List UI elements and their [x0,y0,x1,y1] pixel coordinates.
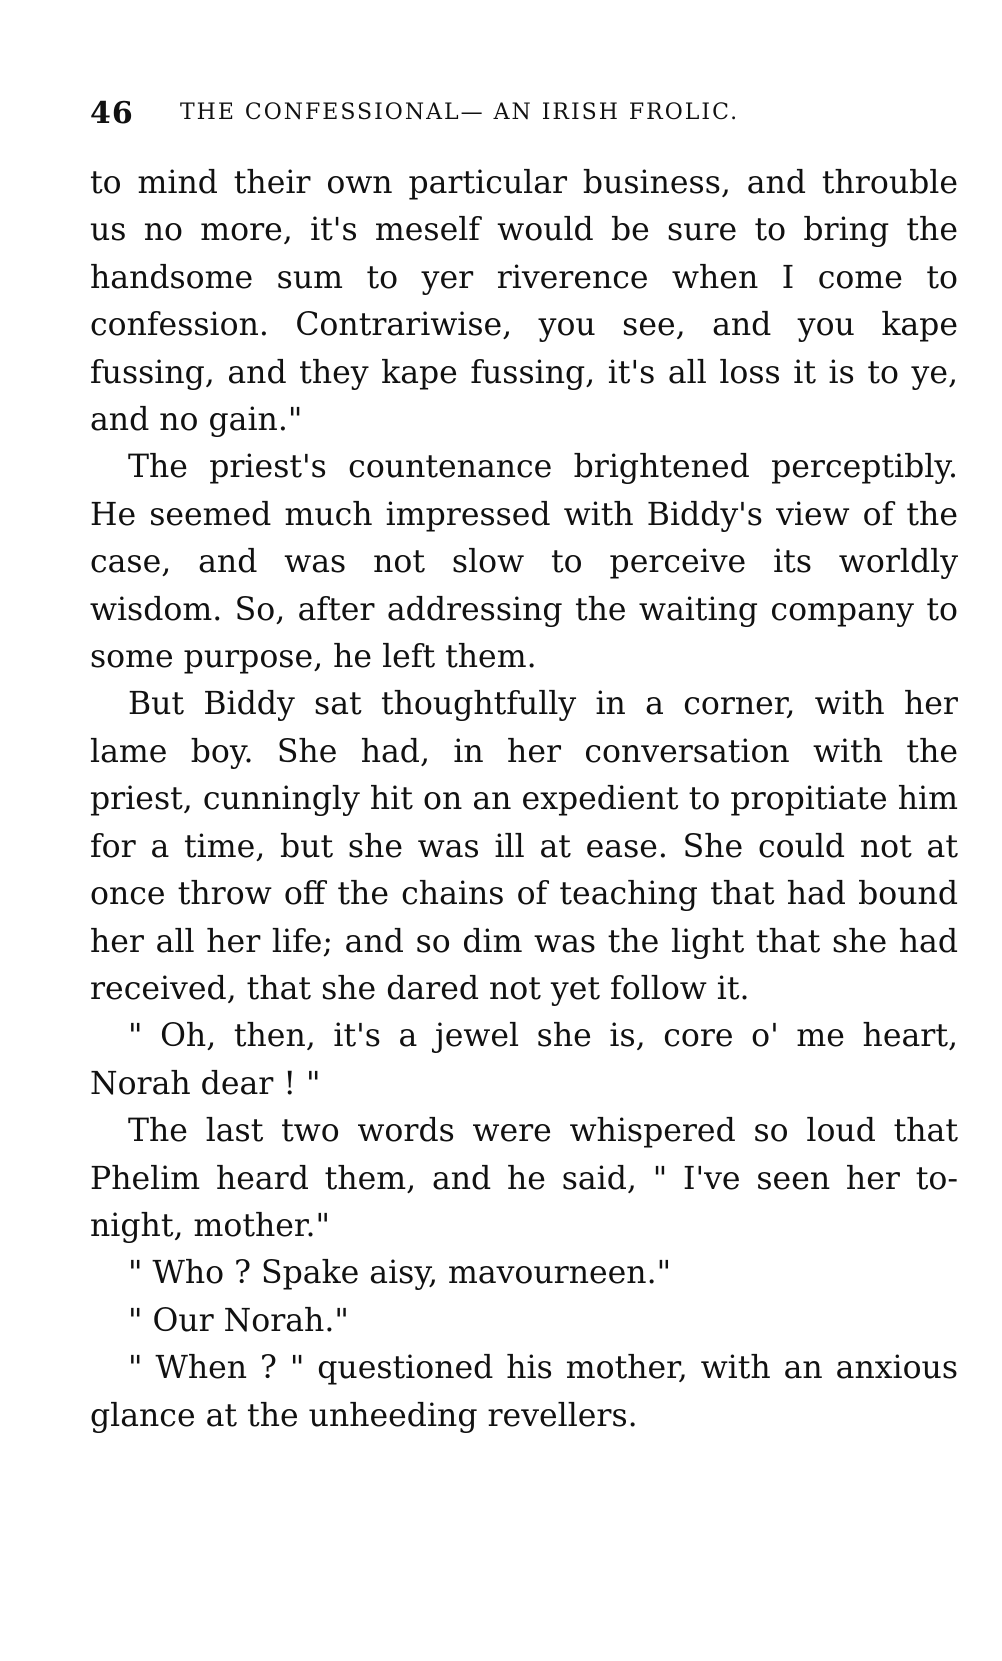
paragraph: " When ? " questioned his mother, with an anxious glance at the unheeding revellers. [90,1350,958,1434]
body-text [90,160,958,1440]
paragraph: The priest's countenance brightened perceptibly. He seemed much impressed with Biddy's view of the case, and was not slow to perceive its worldly wisdom. So, after addressing the waiting company to some purpose, he left them. [90,449,958,676]
paragraph: " Oh, then, it's a jewel she is, core o' me heart, Norah dear ! " [90,1018,958,1102]
paragraph: " Our Norah." [128,1302,349,1339]
paragraph: The last two words were whispered so loud that Phelim heard them, and he said, " I've seen her to-night, mother." [90,1113,958,1244]
running-title: THE CONFESSIONAL— AN IRISH FROLIC. [180,100,740,125]
paragraph: But Biddy sat thoughtfully in a corner, with her lame boy. She had, in her conversation with the priest, cunningly hit on an expedient to propitiate him for a time, but she was ill at ease. She could not at once throw off the chains of teaching that had bound her all her life; and so dim was the light that she had received, that she dared not yet follow it. [90,686,958,1007]
paragraph: " Who ? Spake aisy, mavourneen." [128,1255,672,1292]
page-number: 46 [90,96,134,131]
paragraph-continuation: to mind their own particular business, and throuble us no more, it's meself would be sure to bring the handsome sum to yer riverence when I come to confession. Contrariwise, you see, and you kape fussing, and they kape fussing, it's all loss it is to ye, and no gain." [90,165,958,439]
page-header [90,96,950,136]
